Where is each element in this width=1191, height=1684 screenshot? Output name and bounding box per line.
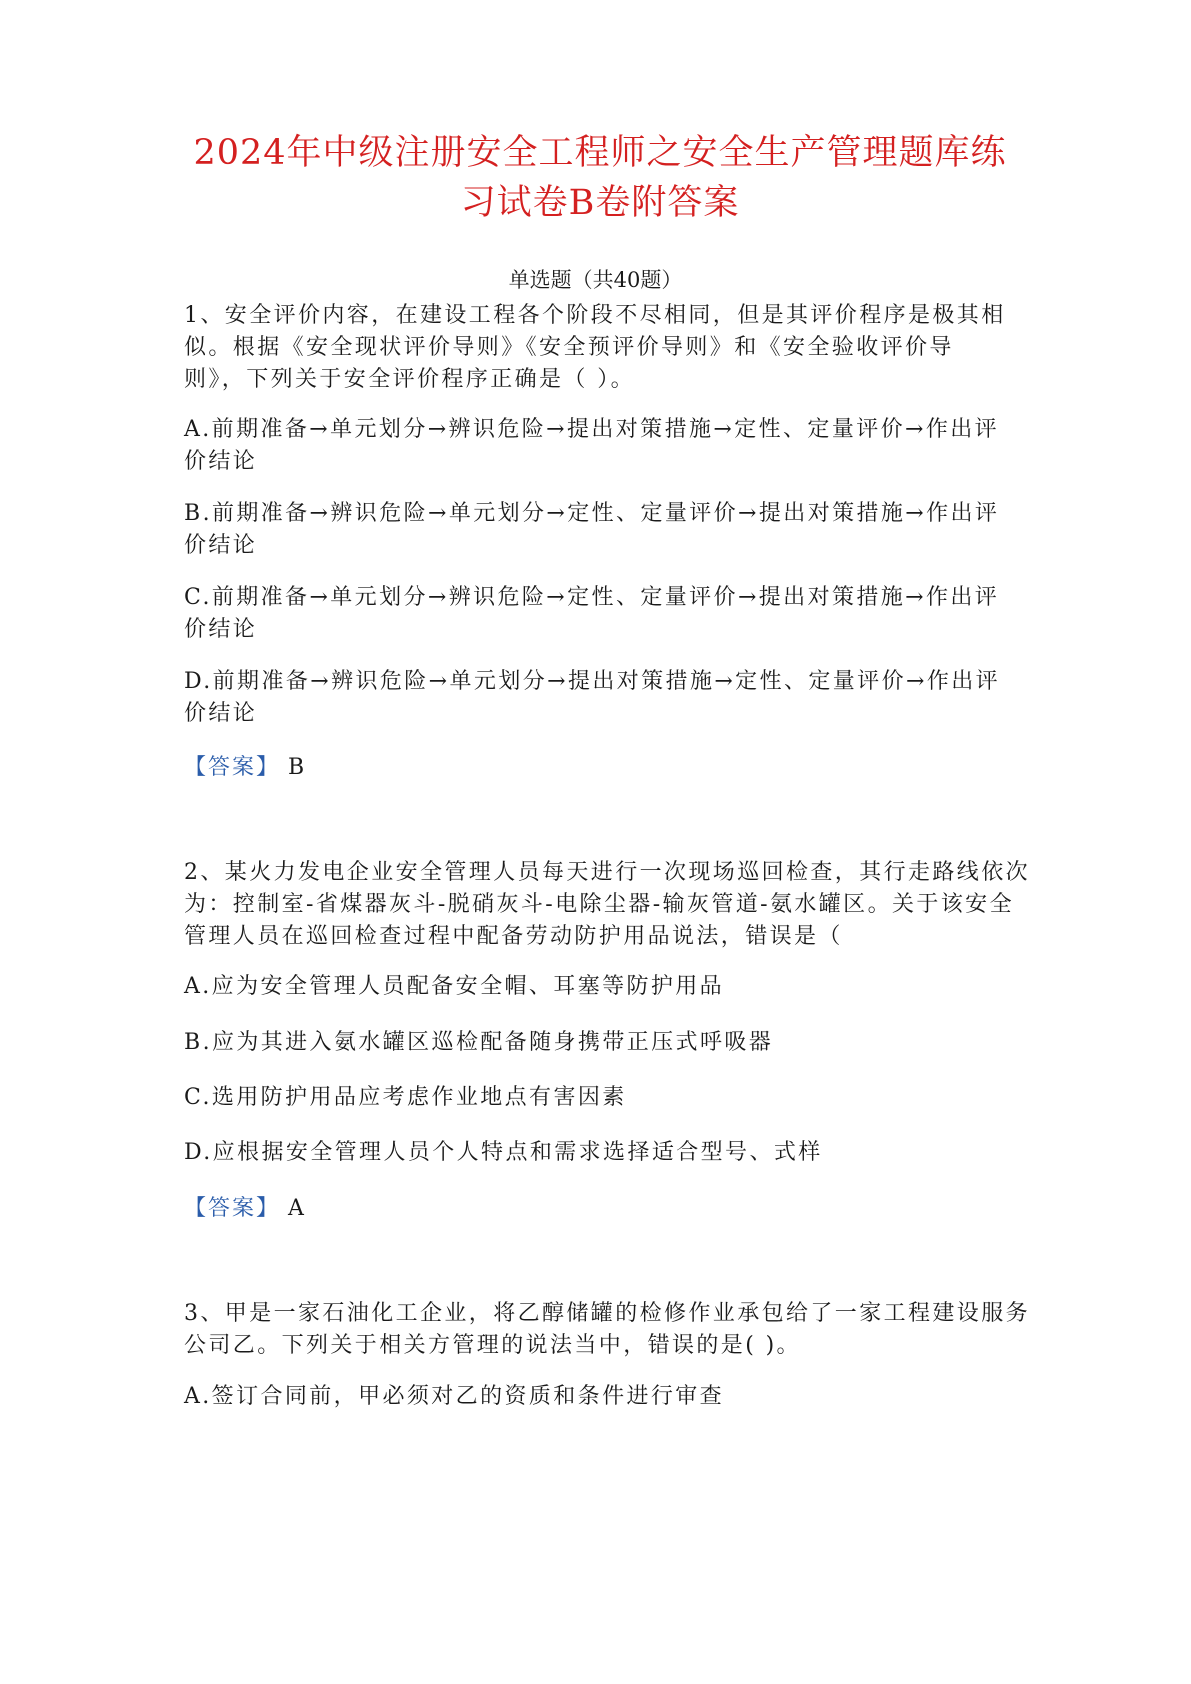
option-line: A.前期准备→单元划分→辨识危险→提出对策措施→定性、定量评价→作出评	[184, 417, 1000, 442]
stem-line: 公司乙。下列关于相关方管理的说法当中，错误的是( )。	[184, 1333, 801, 1358]
option-line: C.前期准备→单元划分→辨识危险→定性、定量评价→提出对策措施→作出评	[184, 585, 1000, 610]
question-1-option-b	[184, 498, 1014, 562]
stem-line: 2、某火力发电企业安全管理人员每天进行一次现场巡回检查，其行走路线依次	[184, 860, 1030, 885]
title-line-1: 2024年中级注册安全工程师之安全生产管理题库练	[193, 133, 1007, 173]
stem-line: 为：控制室-省煤器灰斗-脱硝灰斗-电除尘器-输灰管道-氨水罐区。关于该安全	[184, 892, 1014, 917]
section-heading: 单选题（共40题）	[508, 268, 683, 292]
answer-label: 【答案】	[184, 1196, 281, 1221]
option-line: 价结论	[184, 617, 258, 642]
question-1-answer	[184, 752, 304, 784]
answer-value: A	[288, 1196, 304, 1221]
answer-label: 【答案】	[184, 755, 281, 780]
option-line: A.签订合同前，甲必须对乙的资质和条件进行审查	[184, 1384, 725, 1409]
option-line: B.应为其进入氨水罐区巡检配备随身携带正压式呼吸器	[184, 1030, 774, 1055]
stem-line: 管理人员在巡回检查过程中配备劳动防护用品说法，错误是（	[184, 924, 843, 949]
question-2-option-a	[184, 971, 1014, 1003]
question-3-option-a	[184, 1381, 1014, 1413]
question-1-stem	[184, 300, 1014, 396]
option-line: C.选用防护用品应考虑作业地点有害因素	[184, 1085, 627, 1110]
title-line-2: 习试卷B卷附答案	[460, 183, 740, 223]
question-1-option-c	[184, 582, 1014, 646]
question-2-option-b	[184, 1027, 1014, 1059]
answer-value: B	[288, 755, 305, 780]
option-line: 价结论	[184, 701, 258, 726]
stem-line: 1、安全评价内容，在建设工程各个阶段不尽相同，但是其评价程序是极其相	[184, 303, 1006, 328]
question-1-option-d	[184, 666, 1014, 730]
question-3-stem	[184, 1298, 1030, 1362]
option-line: B.前期准备→辨识危险→单元划分→定性、定量评价→提出对策措施→作出评	[184, 501, 1000, 526]
stem-line: 3、甲是一家石油化工企业，将乙醇储罐的检修作业承包给了一家工程建设服务	[184, 1301, 1030, 1326]
option-line: 价结论	[184, 449, 258, 474]
question-2-option-c	[184, 1082, 1014, 1114]
option-line: 价结论	[184, 533, 258, 558]
stem-line: 则》，下列关于安全评价程序正确是（ ）。	[184, 367, 635, 392]
option-line: D.应根据安全管理人员个人特点和需求选择适合型号、式样	[184, 1140, 823, 1165]
option-line: D.前期准备→辨识危险→单元划分→提出对策措施→定性、定量评价→作出评	[184, 669, 1001, 694]
question-1-option-a	[184, 414, 1014, 478]
question-2-option-d	[184, 1137, 1014, 1169]
option-line: A.应为安全管理人员配备安全帽、耳塞等防护用品	[184, 974, 725, 999]
stem-line: 似。根据《安全现状评价导则》《安全预评价导则》和《安全验收评价导	[184, 335, 954, 360]
question-2-answer	[184, 1193, 304, 1225]
question-2-stem	[184, 857, 1030, 953]
document-title	[170, 128, 1030, 228]
